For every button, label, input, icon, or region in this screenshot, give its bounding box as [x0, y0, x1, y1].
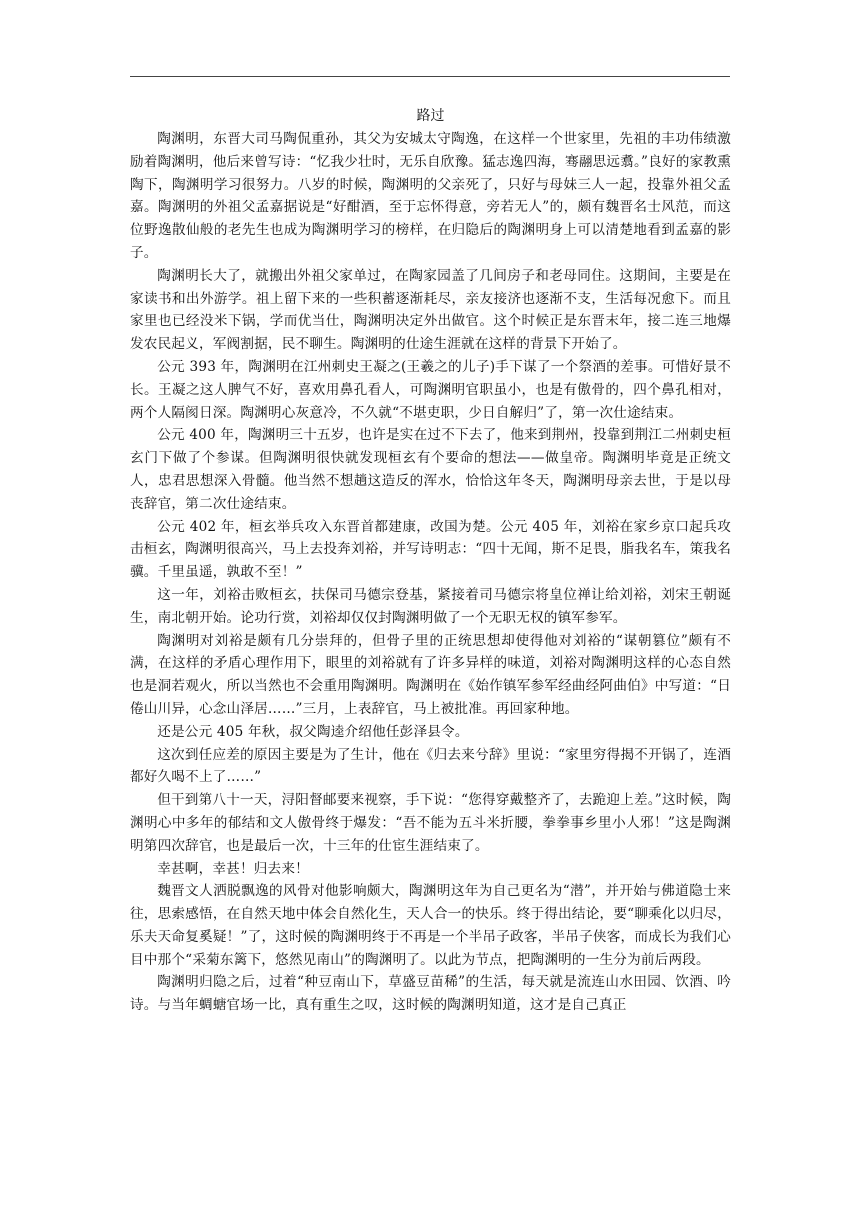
paragraph-1: 陶渊明，东晋大司马陶侃重孙，其父为安城太守陶逸，在这样一个世家里，先祖的丰功伟绩激励着陶渊明，他后来曾写诗：“忆我少壮时，无乐自欣豫。猛志逸四海，骞翮思远翥。”良好的家教熏陶下，陶渊明学习很努力。八岁的时候，陶渊明的父亲死了，只好与母妹三人一起，投靠外祖父孟嘉。陶渊明的外祖父孟嘉据说是“好酣酒，至于忘怀得意，旁若无人”的，颇有魏晋名士风范，而这位野逸散仙般的老先生也成为陶渊明学习的榜样，在归隐后的陶渊明身上可以清楚地看到孟嘉的影子。 [130, 131, 731, 261]
paragraph-4: 公元 400 年，陶渊明三十五岁，也许是实在过不下去了，他来到荆州，投靠到荆江二州刺史桓玄门下做了个参谋。但陶渊明很快就发现桓玄有个要命的想法——做皇帝。陶渊明毕竟是正统文人，忠君思想深入骨髓。他当然不想趟这造反的浑水，恰恰这年冬天，陶渊明母亲去世，于是以母丧辞官，第二次仕途结束。 [130, 427, 731, 512]
article [130, 104, 731, 1017]
paragraph-2: 陶渊明长大了，就搬出外祖父家单过，在陶家园盖了几间房子和老母同住。这期间，主要是在家读书和出外游学。祖上留下来的一些积蓄逐渐耗尽，亲友接济也逐渐不支，生活每况愈下。而且家里也已经没米下锅，学而优当仕，陶渊明决定外出做官。这个时候正是东晋末年，接二连三地爆发农民起义，军阀割据，民不聊生。陶渊明的仕途生涯就在这样的背景下开始了。 [130, 267, 731, 353]
paragraph-6: 这一年，刘裕击败桓玄，扶保司马德宗登基，紧接着司马德宗将皇位禅让给刘裕，刘宋王朝诞生，南北朝开始。论功行赏，刘裕却仅仅封陶渊明做了一个无职无权的镇军参军。 [130, 586, 731, 626]
article-title: 路过 [416, 108, 445, 124]
paragraph-13: 陶渊明归隐之后，过着“种豆南山下，草盛豆苗稀”的生活，每天就是流连山水田园、饮酒、吟诗。与当年蜩螗官场一比，真有重生之叹，这时候的陶渊明知道，这才是自己真正 [130, 974, 731, 1014]
paragraph-12: 魏晋文人洒脱飘逸的风骨对他影响颇大，陶渊明这年为自己更名为“潜”，并开始与佛道隐士来往，思索感悟，在自然天地中体会自然化生，天人合一的快乐。终于得出结论，要“聊乘化以归尽，乐夫天命复奚疑！”了，这时候的陶渊明终于不再是一个半吊子政客，半吊子侠客，而成长为我们心目中那个“采菊东篱下，悠然见南山”的陶渊明了。以此为节点，把陶渊明的一生分为前后两段。 [130, 883, 731, 968]
paragraph-5: 公元 402 年，桓玄举兵攻入东晋首都建康，改国为楚。公元 405 年，刘裕在家乡京口起兵攻击桓玄，陶渊明很高兴，马上去投奔刘裕，并写诗明志：“四十无闻，斯不足畏，脂我名车，策我名骥。千里虽遥，孰敢不至！” [130, 518, 731, 581]
paragraph-3: 公元 393 年，陶渊明在江州刺史王凝之(王羲之的儿子)手下谋了一个祭酒的差事。可惜好景不长。王凝之这人脾气不好，喜欢用鼻孔看人，可陶渊明官职虽小，也是有傲骨的，四个鼻孔相对，两个人隔阂日深。陶渊明心灰意冷，不久就“不堪吏职，少日自解归”了，第一次仕途结束。 [130, 358, 731, 421]
paragraph-9: 这次到任应差的原因主要是为了生计，他在《归去来兮辞》里说：“家里穷得揭不开锅了，连酒都好久喝不上了……” [130, 746, 731, 786]
paragraph-8: 还是公元 405 年秋，叔父陶逵介绍他任彭泽县令。 [157, 723, 469, 740]
paragraph-11: 幸甚啊，幸甚！归去来！ [157, 860, 309, 877]
header-rule [130, 76, 730, 77]
paragraph-7: 陶渊明对刘裕是颇有几分崇拜的，但骨子里的正统思想却使得他对刘裕的“谋朝篡位”颇有不满，在这样的矛盾心理作用下，眼里的刘裕就有了许多异样的味道，刘裕对陶渊明这样的心态自然也是洞若观火，所以当然也不会重用陶渊明。陶渊明在《始作镇军参军经曲经阿曲伯》中写道：“日倦山川异，心念山泽居……”三月，上表辞官，马上被批准。再回家种地。 [130, 632, 731, 717]
paragraph-10: 但干到第八十一天，浔阳督邮要来视察，手下说：“您得穿戴整齐了，去跪迎上差。”这时候，陶渊明心中多年的郁结和文人傲骨终于爆发：“吾不能为五斗米折腰，拳拳事乡里小人邪！”这是陶渊明第四次辞官，也是最后一次，十三年的仕宦生涯结束了。 [130, 792, 731, 854]
